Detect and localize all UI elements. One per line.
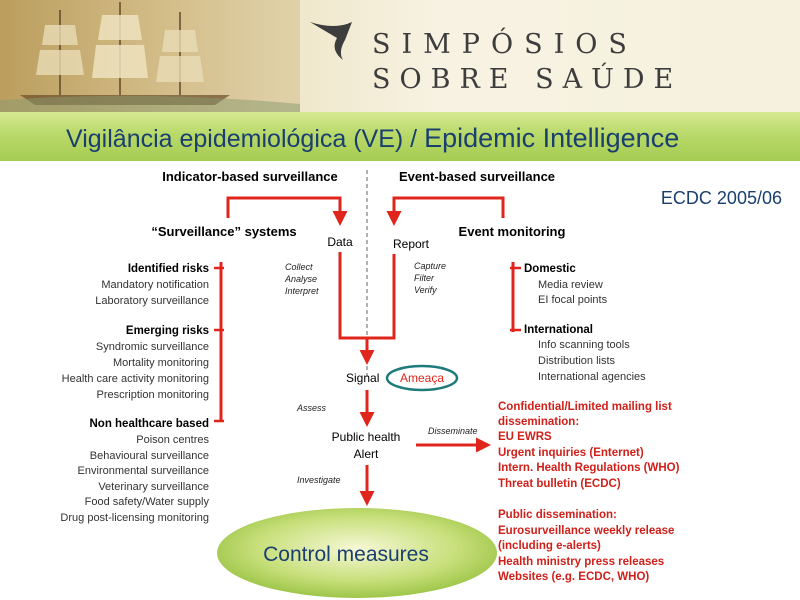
item-food-safety: Food safety/Water supply	[84, 496, 209, 508]
assess-label: Assess	[297, 403, 327, 413]
public-line: Websites (e.g. ECDC, WHO)	[498, 571, 650, 583]
confidential-line: Threat bulletin (ECDC)	[498, 478, 621, 490]
public-line: (including e-alerts)	[498, 540, 601, 552]
confidential-line: Confidential/Limited mailing list	[498, 401, 672, 413]
indicator-based-title: Indicator-based surveillance	[162, 169, 338, 184]
confidential-line: EU EWRS	[498, 431, 552, 443]
event-based-title: Event-based surveillance	[398, 169, 556, 184]
item-mandatory-notification: Mandatory notification	[101, 279, 209, 291]
public-line: Public dissemination:	[498, 509, 617, 521]
report-step-filter: Filter	[414, 273, 434, 283]
item-syndromic-surveillance: Syndromic surveillance	[95, 341, 209, 353]
group-international: International	[524, 324, 594, 336]
item-media-review: Media review	[538, 279, 603, 291]
item-drug-post-licensing: Drug post-licensing monitoring	[60, 512, 209, 524]
control-measures-label: Control measures	[263, 543, 429, 566]
title-english: Epidemic Intelligence	[424, 123, 680, 153]
item-poison-centres: Poison centres	[136, 434, 209, 446]
public-line: Health ministry press releases	[498, 556, 665, 568]
data-label: Data	[327, 235, 353, 249]
report-step-verify: Verify	[414, 285, 437, 295]
investigate-label: Investigate	[297, 475, 341, 485]
confidential-dissemination-list	[498, 401, 680, 490]
confidential-line: Intern. Health Regulations (WHO)	[498, 462, 680, 474]
data-step-analyse: Analyse	[285, 274, 318, 284]
item-health-care-activity: Health care activity monitoring	[61, 373, 209, 385]
report-step-capture: Capture	[414, 261, 447, 271]
item-info-scanning-tools: Info scanning tools	[538, 339, 630, 351]
data-step-interpret: Interpret	[285, 286, 319, 296]
public-dissemination-list	[498, 509, 674, 583]
data-step-collect: Collect	[285, 262, 313, 272]
disseminate-label: Disseminate	[428, 426, 478, 436]
banner-header	[0, 0, 800, 112]
title-bar	[0, 112, 800, 161]
threat-label: Ameaça	[399, 371, 445, 385]
confidential-line: Urgent inquiries (Enternet)	[498, 447, 644, 459]
alert-line-1: Public health	[331, 430, 401, 444]
brand-line-2: SOBRE SAÚDE	[372, 64, 683, 95]
group-domestic: Domestic	[524, 263, 576, 275]
group-non-healthcare: Non healthcare based	[89, 418, 209, 430]
item-distribution-lists: Distribution lists	[538, 355, 616, 367]
title-portuguese: Vigilância epidemiológica (VE) /	[66, 125, 425, 153]
item-international-agencies: International agencies	[538, 371, 646, 383]
public-line: Eurosurveillance weekly release	[498, 525, 675, 537]
item-behavioural-surveillance: Behavioural surveillance	[89, 450, 209, 462]
item-veterinary-surveillance: Veterinary surveillance	[98, 481, 209, 493]
indicator-arrow	[228, 198, 340, 223]
report-label: Report	[392, 237, 430, 251]
event-monitoring-title: Event monitoring	[458, 224, 566, 239]
brand-line-1: SIMPÓSIOS	[372, 29, 638, 60]
group-identified-risks: Identified risks	[127, 263, 209, 275]
systems-title: “Surveillance” systems	[151, 224, 297, 239]
signal-label: Signal	[346, 371, 380, 385]
source-label: ECDC 2005/06	[660, 188, 782, 208]
confidential-line: dissemination:	[498, 416, 580, 428]
item-laboratory-surveillance: Laboratory surveillance	[95, 295, 209, 307]
event-arrow	[394, 198, 503, 223]
group-emerging-risks: Emerging risks	[125, 325, 209, 337]
item-prescription-monitoring: Prescription monitoring	[96, 389, 209, 401]
item-environmental-surveillance: Environmental surveillance	[77, 465, 209, 477]
page-title	[66, 123, 679, 154]
item-mortality-monitoring: Mortality monitoring	[113, 357, 209, 369]
alert-line-2: Alert	[353, 447, 379, 461]
item-ei-focal-points: EI focal points	[538, 294, 608, 306]
epidemic-intelligence-diagram	[0, 161, 800, 600]
